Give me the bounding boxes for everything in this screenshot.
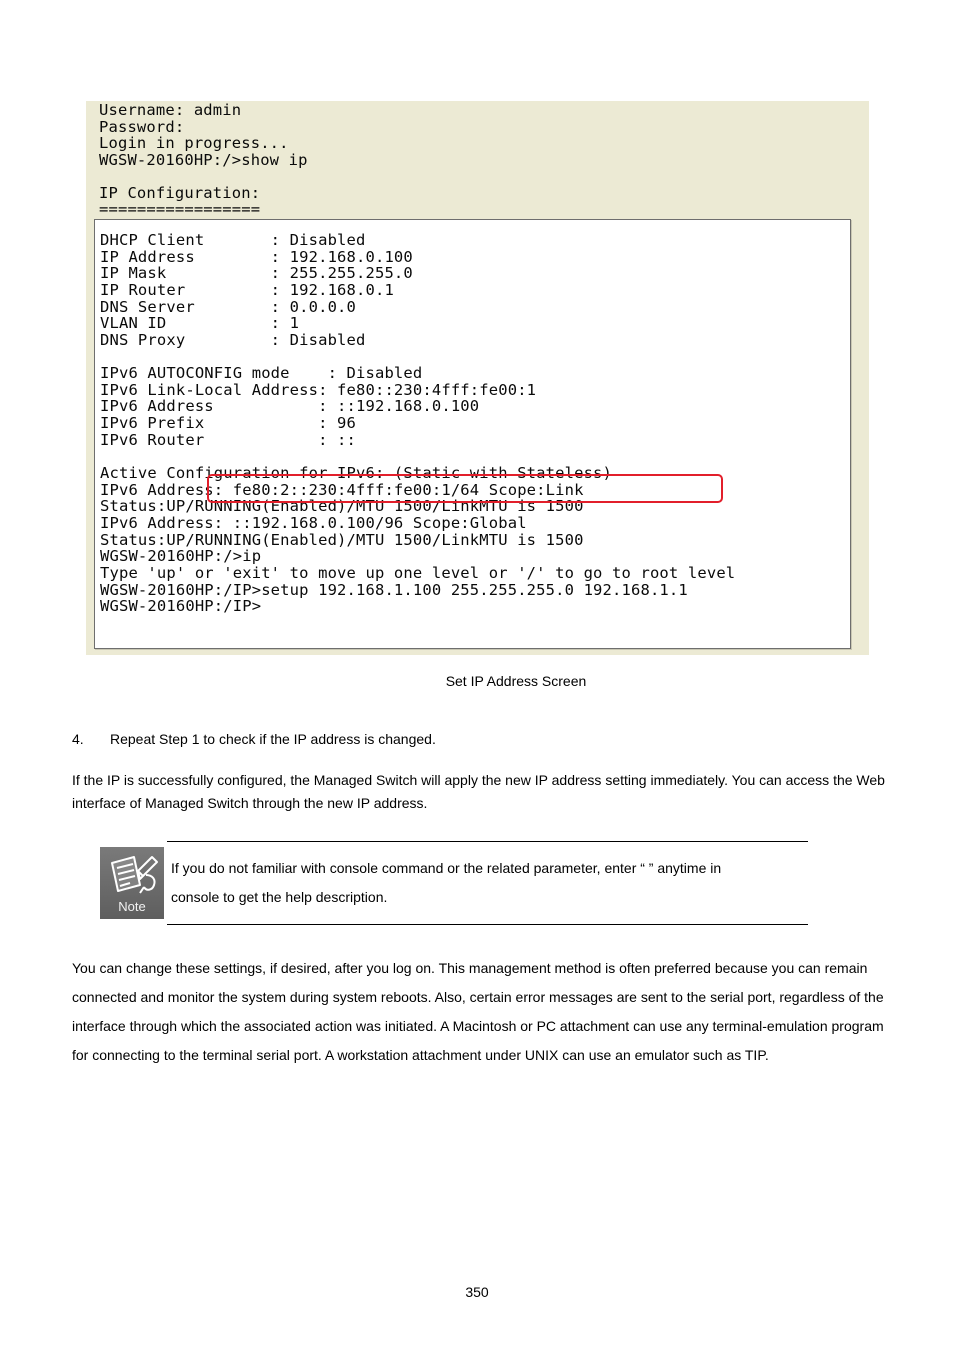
terminal-line: DNS Server : 0.0.0.0 bbox=[100, 298, 357, 316]
note-top-rule bbox=[167, 841, 808, 842]
note-icon-label: Note bbox=[118, 899, 146, 914]
setup-command-highlight bbox=[207, 474, 723, 503]
terminal-line: IP Configuration: bbox=[99, 184, 261, 202]
terminal-screenshot bbox=[86, 101, 869, 655]
paragraph-ip-applied: If the IP is successfully configured, the Managed Switch will apply the new IP address setting immediately. You can access the Web interface of Managed Switch through the new IP address. bbox=[72, 772, 885, 811]
terminal-line: DNS Proxy : Disabled bbox=[100, 331, 366, 349]
terminal-line: IPv6 Address: ::192.168.0.100/96 Scope:Global bbox=[100, 514, 527, 532]
note-icon bbox=[100, 847, 164, 919]
terminal-line: WGSW-20160HP:/IP> bbox=[100, 597, 262, 615]
figure-caption: Set IP Address Screen bbox=[445, 673, 587, 689]
terminal-line: WGSW-20160HP:/>show ip bbox=[99, 151, 308, 169]
terminal-output-panel bbox=[94, 219, 851, 649]
terminal-line: IPv6 Router : :: bbox=[100, 431, 357, 449]
terminal-line: IP Router : 192.168.0.1 bbox=[100, 281, 394, 299]
terminal-line: IPv6 Address : ::192.168.0.100 bbox=[100, 397, 480, 415]
note-text-line-2: console to get the help description. bbox=[171, 889, 388, 905]
terminal-line: VLAN ID : 1 bbox=[100, 314, 300, 332]
terminal-line: WGSW-20160HP:/IP>setup 192.168.1.100 255.255.255.0 192.168.1.1 bbox=[100, 581, 688, 599]
step-number: 4. bbox=[72, 731, 84, 747]
terminal-line: IP Mask : 255.255.255.0 bbox=[100, 264, 413, 282]
terminal-line: Status:UP/RUNNING(Enabled)/MTU 1500/LinkMTU is 1500 bbox=[100, 497, 584, 515]
terminal-line: DHCP Client : Disabled bbox=[100, 231, 366, 249]
terminal-line: IPv6 Link-Local Address: fe80::230:4fff:fe00:1 bbox=[100, 381, 537, 399]
terminal-line: Type 'up' or 'exit' to move up one level or '/' to go to root level bbox=[100, 564, 736, 582]
terminal-line: IPv6 Prefix : 96 bbox=[100, 414, 357, 432]
terminal-line: Login in progress... bbox=[99, 134, 289, 152]
terminal-line: ================= bbox=[99, 200, 261, 218]
terminal-line: Active Configuration for IPv6: (Static with Stateless) bbox=[100, 464, 613, 482]
terminal-line: Username: admin bbox=[99, 101, 242, 119]
note-bottom-rule bbox=[167, 924, 808, 925]
terminal-line: IP Address : 192.168.0.100 bbox=[100, 248, 413, 266]
paragraph-console-management: You can change these settings, if desired, after you log on. This management method is often preferred because you can remain connected and monitor the system during system reboots. Also, certain error messages are sent to the serial port, regardless of the interface through which the associated action was initiated. A Macintosh or PC attachment can use any terminal-emulation program for connecting to the terminal serial port. A workstation attachment under UNIX can use an emulator such as TIP. bbox=[72, 960, 884, 1063]
terminal-line: Password: bbox=[99, 118, 185, 136]
note-text-line-1: If you do not familiar with console command or the related parameter, enter “ ” anytime in bbox=[171, 860, 722, 876]
step-text: Repeat Step 1 to check if the IP address is changed. bbox=[110, 731, 436, 747]
page-number: 350 bbox=[465, 1284, 489, 1300]
terminal-line: Status:UP/RUNNING(Enabled)/MTU 1500/LinkMTU is 1500 bbox=[100, 531, 584, 549]
terminal-line: IPv6 Address: fe80:2::230:4fff:fe00:1/64 Scope:Link bbox=[100, 481, 584, 499]
terminal-line: WGSW-20160HP:/>ip bbox=[100, 547, 262, 565]
terminal-line: IPv6 AUTOCONFIG mode : Disabled bbox=[100, 364, 423, 382]
